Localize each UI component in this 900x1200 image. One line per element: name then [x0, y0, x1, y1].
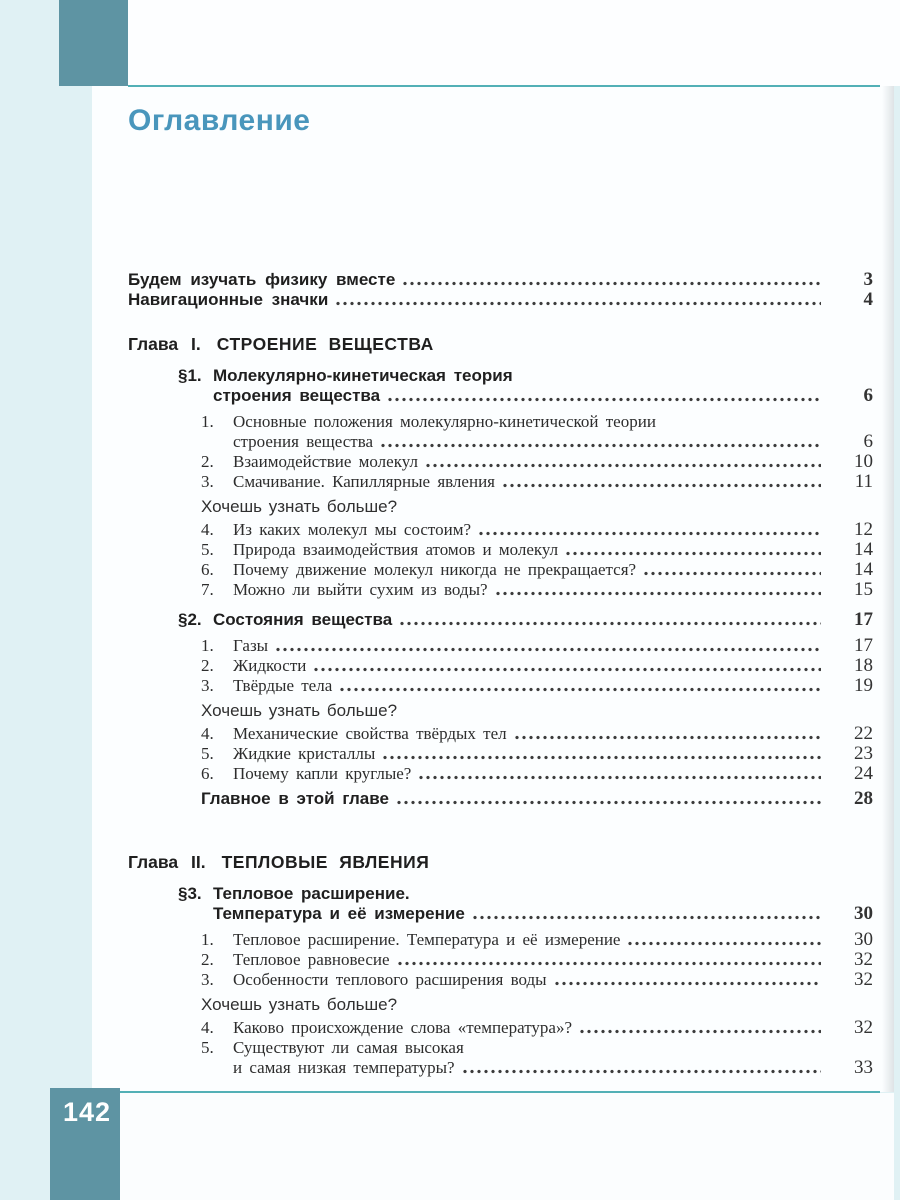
dot-leader: [644, 571, 821, 576]
row-text: строения вещества: [213, 386, 381, 405]
page-ref: 17: [854, 635, 873, 656]
toc-row-section-cont: [128, 904, 873, 924]
item-number: 1.: [201, 636, 214, 655]
toc-row-item: [128, 930, 873, 950]
toc-row-item: [128, 764, 873, 784]
item-number: 1.: [201, 930, 214, 949]
toc-row-item: [128, 520, 873, 540]
toc-row-item: [128, 412, 873, 432]
page-ref: 6: [863, 385, 873, 406]
page-ref: 3: [863, 269, 873, 290]
dot-leader: [336, 301, 821, 306]
dot-leader: [566, 551, 821, 556]
toc-row-chapter: [128, 332, 873, 356]
page-number-badge: [50, 1088, 120, 1200]
toc-row-item-cont: [128, 1058, 873, 1078]
row-text: Из каких молекул мы состоим?: [233, 520, 472, 539]
toc-row-entry: [128, 290, 873, 310]
page-ref: 14: [854, 539, 873, 560]
toc-row-item: [128, 744, 873, 764]
dot-leader: [314, 667, 821, 672]
toc-row-entry: [128, 270, 873, 290]
page-ref: 33: [854, 1057, 873, 1078]
toc-row-item: [128, 1038, 873, 1058]
row-text: Тепловое равновесие: [233, 950, 390, 969]
dot-leader: [628, 941, 821, 946]
dot-leader: [426, 463, 821, 468]
chapter-title: СТРОЕНИЕ ВЕЩЕСТВА: [216, 334, 434, 354]
row-text: Каково происхождение слова «температура»?: [233, 1018, 572, 1037]
section-label: §1.: [178, 366, 202, 385]
row-text: Смачивание. Капиллярные явления: [233, 472, 495, 491]
page-number-label: 142: [63, 1097, 112, 1127]
dot-leader: [340, 687, 821, 692]
page-ref: 4: [863, 289, 873, 310]
row-text: Природа взаимодействия атомов и молекул: [233, 540, 559, 559]
dot-leader: [463, 1069, 821, 1074]
item-number: 2.: [201, 950, 214, 969]
row-text: Молекулярно-кинетическая теория: [213, 366, 513, 385]
item-number: 3.: [201, 970, 214, 989]
page-ref: 22: [854, 723, 873, 744]
page-ref: 30: [854, 903, 873, 924]
item-number: 3.: [201, 472, 214, 491]
row-text: и самая низкая температуры?: [233, 1058, 455, 1077]
toc-row-section: [128, 884, 873, 904]
toc-row-item: [128, 636, 873, 656]
row-text: Механические свойства твёрдых тел: [233, 724, 507, 743]
row-text: Газы: [233, 636, 269, 655]
row-text: Навигационные значки: [128, 290, 329, 309]
page-ref: 14: [854, 559, 873, 580]
item-number: 2.: [201, 452, 214, 471]
item-number: 1.: [201, 412, 214, 431]
toc-list: [128, 270, 873, 1078]
page-ref: 15: [854, 579, 873, 600]
row-text: Почему движение молекул никогда не прекращается?: [233, 560, 637, 579]
bottom-rule: [120, 1091, 880, 1093]
item-number: 4.: [201, 724, 214, 743]
row-text: Температура и её измерение: [213, 904, 465, 923]
dot-leader: [479, 531, 821, 536]
toc-row-subheader: [128, 497, 873, 517]
item-number: 7.: [201, 580, 214, 599]
toc-row-section: [128, 610, 873, 630]
item-number: 5.: [201, 1038, 214, 1057]
dot-leader: [555, 981, 821, 986]
row-text: Основные положения молекулярно-кинетической теории: [233, 412, 656, 431]
row-text: строения вещества: [233, 432, 374, 451]
row-text: Твёрдые тела: [233, 676, 333, 695]
toc-row-subheader: [128, 701, 873, 721]
page-ref: 12: [854, 519, 873, 540]
toc-row-item: [128, 452, 873, 472]
dot-leader: [403, 281, 821, 286]
row-text: Почему капли круглые?: [233, 764, 412, 783]
dot-leader: [515, 735, 821, 740]
page-bottom-band: [120, 1093, 894, 1200]
page-ref: 24: [854, 763, 873, 784]
page-ref: 28: [854, 788, 873, 809]
item-number: 6.: [201, 560, 214, 579]
top-teal-decoration: [59, 0, 128, 86]
toc-row-section-cont: [128, 386, 873, 406]
dot-leader: [397, 800, 821, 805]
page-ref: 10: [854, 451, 873, 472]
chapter-label: Глава I.: [128, 334, 201, 354]
chapter-title: ТЕПЛОВЫЕ ЯВЛЕНИЯ: [221, 852, 430, 872]
toc-row-item: [128, 560, 873, 580]
dot-leader: [419, 775, 821, 780]
toc-row-item: [128, 472, 873, 492]
page-ref: 32: [854, 969, 873, 990]
item-number: 2.: [201, 656, 214, 675]
page-ref: 23: [854, 743, 873, 764]
dot-leader: [276, 647, 821, 652]
dot-leader: [388, 397, 821, 402]
item-number: 5.: [201, 540, 214, 559]
row-text: Будем изучать физику вместе: [128, 270, 396, 289]
page-ref: 18: [854, 655, 873, 676]
dot-leader: [383, 755, 821, 760]
row-text: Существуют ли самая высокая: [233, 1038, 464, 1057]
item-number: 4.: [201, 1018, 214, 1037]
row-text: Взаимодействие молекул: [233, 452, 418, 471]
page-title: Оглавление: [128, 104, 311, 137]
row-text: Особенности теплового расширения воды: [233, 970, 547, 989]
top-rule: [128, 85, 880, 87]
item-number: 3.: [201, 676, 214, 695]
dot-leader: [473, 915, 821, 920]
item-number: 6.: [201, 764, 214, 783]
toc-row-bold-item: [128, 789, 873, 809]
dot-leader: [398, 961, 821, 966]
row-text: Главное в этой главе: [201, 789, 389, 808]
item-number: 5.: [201, 744, 214, 763]
toc-row-section: [128, 366, 873, 386]
dot-leader: [496, 591, 821, 596]
toc-row-item: [128, 1018, 873, 1038]
dot-leader: [381, 443, 821, 448]
page-ref: 6: [863, 431, 873, 452]
item-number: 4.: [201, 520, 214, 539]
row-text: Состояния вещества: [213, 610, 393, 629]
row-text: Тепловое расширение. Температура и её измерение: [233, 930, 621, 949]
toc-row-item: [128, 950, 873, 970]
toc-row-item-cont: [128, 432, 873, 452]
page-ref: 11: [854, 471, 873, 492]
row-text: Тепловое расширение.: [213, 884, 410, 903]
toc-row-item: [128, 970, 873, 990]
dot-leader: [400, 621, 821, 626]
page-top-band: [128, 0, 900, 86]
row-text: Хочешь узнать больше?: [201, 701, 398, 720]
dot-leader: [580, 1029, 821, 1034]
toc-row-item: [128, 724, 873, 744]
toc-row-subheader: [128, 995, 873, 1015]
chapter-label: Глава II.: [128, 852, 206, 872]
toc-row-item: [128, 676, 873, 696]
row-text: Хочешь узнать больше?: [201, 497, 398, 516]
toc-row-item: [128, 656, 873, 676]
section-label: §3.: [178, 884, 202, 903]
page-ref: 19: [854, 675, 873, 696]
section-label: §2.: [178, 610, 202, 629]
page-ref: 32: [854, 949, 873, 970]
toc-row-chapter: [128, 850, 873, 874]
toc-row-item: [128, 540, 873, 560]
row-text: Жидкости: [233, 656, 307, 675]
page-ref: 32: [854, 1017, 873, 1038]
dot-leader: [503, 483, 821, 488]
page-ref: 17: [854, 609, 873, 630]
page-ref: 30: [854, 929, 873, 950]
row-text: Можно ли выйти сухим из воды?: [233, 580, 488, 599]
row-text: Хочешь узнать больше?: [201, 995, 398, 1014]
row-text: Жидкие кристаллы: [233, 744, 376, 763]
toc-row-item: [128, 580, 873, 600]
